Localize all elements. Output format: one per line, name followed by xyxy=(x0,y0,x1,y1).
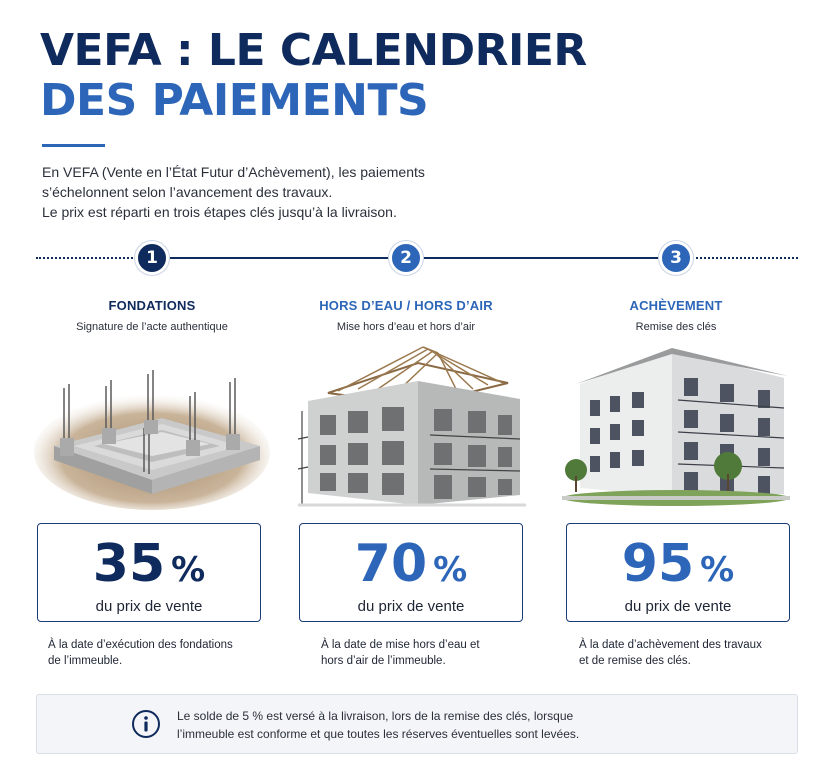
step-1-percent xyxy=(38,536,260,598)
step-2-subtitle: Mise hors d’eau et hors d’air xyxy=(336,321,476,333)
step-3-percent-symbol: % xyxy=(700,550,735,590)
step-2-percent-box xyxy=(299,523,523,622)
step-2-description-line: À la date de mise hors d’eau et xyxy=(321,639,480,651)
intro-line: Le prix est réparti en trois étapes clés jusqu’à la livraison. xyxy=(42,204,397,220)
step-3-percent-box xyxy=(566,523,790,622)
step-3-description-line: À la date d’achèvement des travaux xyxy=(579,639,762,651)
note-text xyxy=(177,707,579,743)
step-1-description xyxy=(48,637,278,669)
timeline-dotted-right xyxy=(676,257,798,259)
step-1-percent-box xyxy=(37,523,261,622)
info-icon xyxy=(131,709,161,739)
note-box xyxy=(36,694,798,754)
step-1-title: FONDATIONS xyxy=(108,298,196,313)
step-1-number: 1 xyxy=(135,241,169,275)
timeline-dotted-left xyxy=(36,257,136,259)
foundations-illustration xyxy=(34,368,270,510)
step-2-percent xyxy=(300,536,522,598)
step-3-title: ACHÈVEMENT xyxy=(629,298,723,313)
step-2-description-line: hors d’air de l’immeuble. xyxy=(321,655,446,667)
intro-line: s’échelonnent selon l’avancement des travaux. xyxy=(42,184,333,200)
page-title xyxy=(40,26,587,126)
step-3-percent xyxy=(567,536,789,598)
step-2-percent-symbol: % xyxy=(433,550,468,590)
intro-paragraph xyxy=(42,162,562,222)
step-1-percent-symbol: % xyxy=(171,550,206,590)
note-line: Le solde de 5 % est versé à la livraison, lors de la remise des clés, lorsque xyxy=(177,709,574,723)
page-title-line-1: VEFA : LE CALENDRIER xyxy=(40,25,587,76)
step-2-description xyxy=(321,637,551,669)
step-3-subtitle: Remise des clés xyxy=(635,321,717,333)
step-1-subtitle: Signature de l’acte authentique xyxy=(76,321,228,333)
building-structure-illustration xyxy=(298,345,526,510)
step-1-description-line: À la date d’exécution des fondations xyxy=(48,639,233,651)
step-2-title: HORS D’EAU / HORS D’AIR xyxy=(319,298,493,313)
step-2-percent-label: du prix de vente xyxy=(357,598,465,615)
page-title-line-2: DES PAIEMENTS xyxy=(40,75,429,126)
step-1-description-line: de l’immeuble. xyxy=(48,655,123,667)
intro-line: En VEFA (Vente en l’État Futur d’Achèvement), les paiements xyxy=(42,164,425,180)
step-2-number: 2 xyxy=(389,241,423,275)
step-1-percent-value: 35 xyxy=(92,534,166,594)
note-line: l’immeuble est conforme et que toutes les réserves éventuelles sont levées. xyxy=(177,727,580,741)
step-1-percent-label: du prix de vente xyxy=(95,598,203,615)
step-3-description-line: et de remise des clés. xyxy=(579,655,691,667)
title-underline xyxy=(42,144,105,147)
step-3-description xyxy=(579,637,809,669)
step-3-percent-value: 95 xyxy=(621,534,695,594)
finished-building-illustration xyxy=(562,346,790,510)
step-3-number: 3 xyxy=(659,241,693,275)
step-2-percent-value: 70 xyxy=(354,534,428,594)
step-3-percent-label: du prix de vente xyxy=(624,598,732,615)
